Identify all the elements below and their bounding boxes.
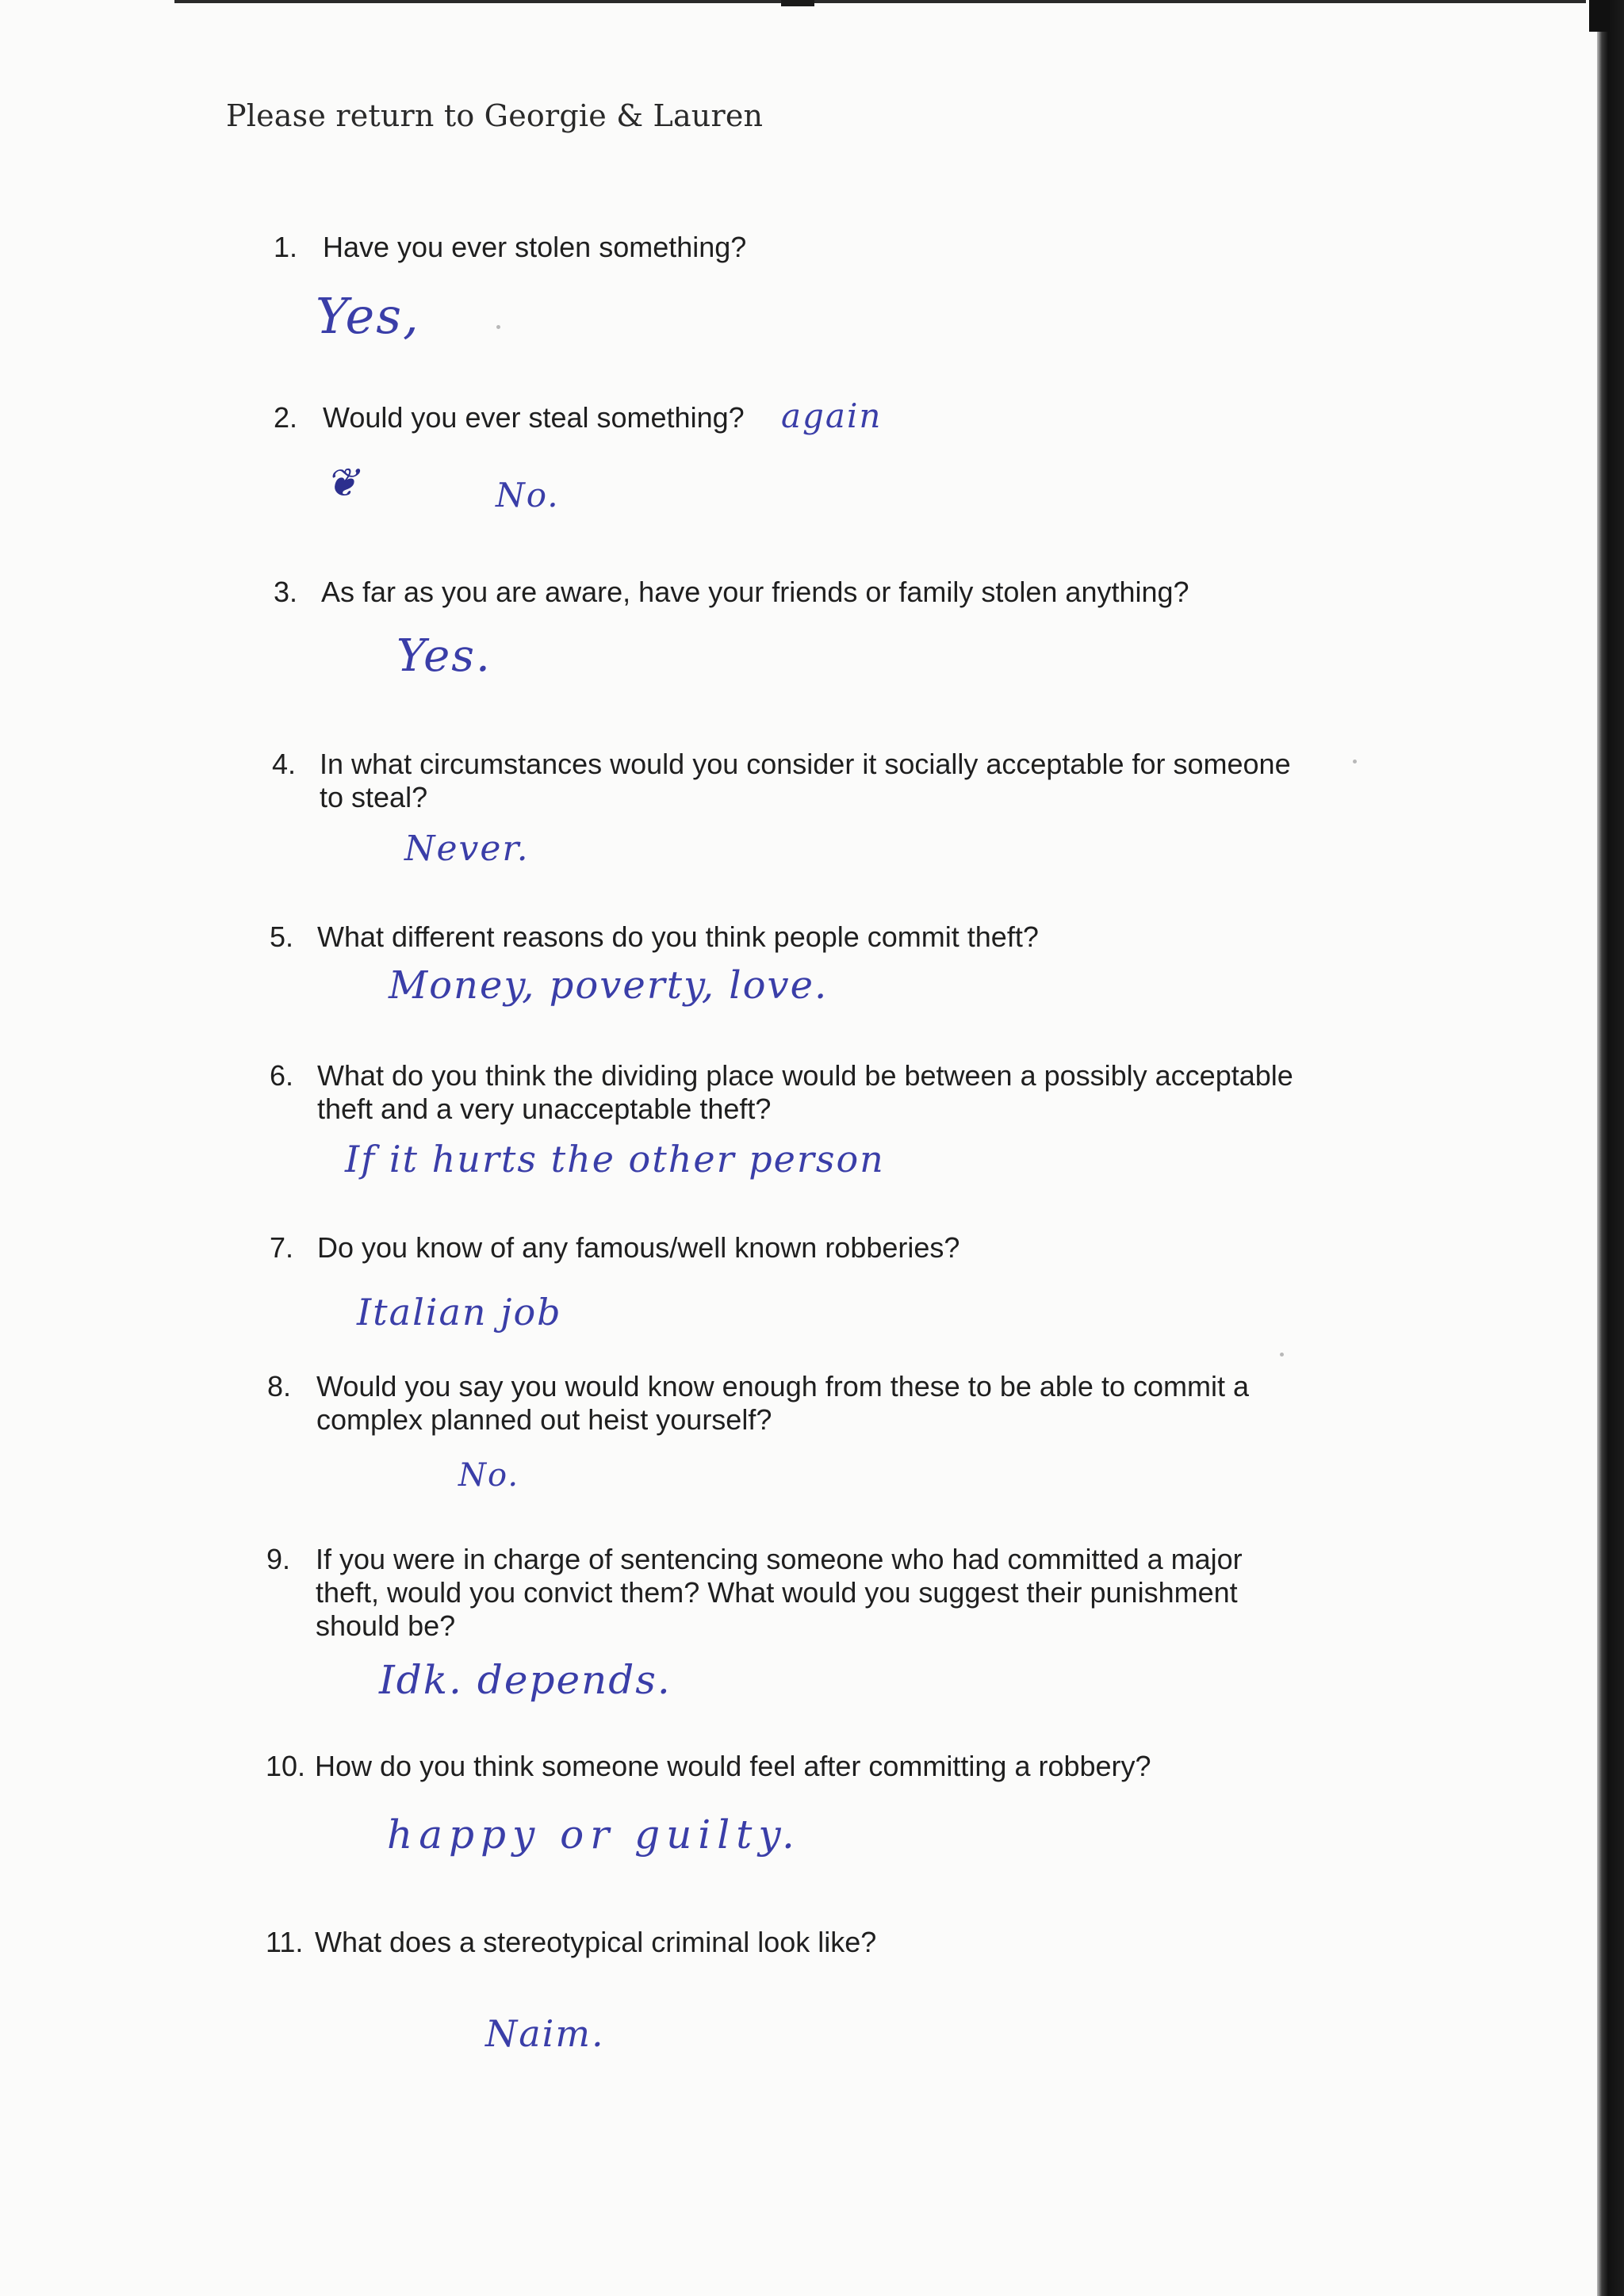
question-text: theft and a very unacceptable theft? xyxy=(317,1093,772,1125)
return-note: Please return to Georgie & Lauren xyxy=(226,98,764,133)
answer-1: Yes, xyxy=(316,287,420,345)
question-text: As far as you are aware, have your friends or family stolen anything? xyxy=(321,576,1189,608)
answer-10: happy or guilty. xyxy=(387,1812,801,1858)
question-text: If you were in charge of sentencing someone who had committed a major xyxy=(316,1543,1243,1575)
question-number: 4. xyxy=(272,748,297,780)
question-text: Have you ever stolen something? xyxy=(323,231,747,263)
answer-7: Italian job xyxy=(357,1291,562,1334)
question-text: Do you know of any famous/well known robberies? xyxy=(317,1231,960,1264)
question-number: 2. xyxy=(274,401,298,434)
question-number: 11. xyxy=(266,1926,304,1958)
scan-speck xyxy=(496,325,500,329)
scan-right-edge-shadow xyxy=(1597,0,1624,2296)
question-text: to steal? xyxy=(320,781,428,813)
question-text: How do you think someone would feel after committing a robbery? xyxy=(315,1750,1151,1782)
question-number: 9. xyxy=(266,1543,291,1575)
question-number: 10. xyxy=(266,1750,306,1782)
question-text: What does a stereotypical criminal look like? xyxy=(315,1926,877,1958)
question-text: theft, would you convict them? What would you suggest their punishment xyxy=(316,1576,1238,1609)
scan-speck xyxy=(1280,1353,1284,1357)
answer-9: Idk. depends. xyxy=(379,1657,672,1703)
question-number: 1. xyxy=(274,231,298,263)
question-number: 5. xyxy=(270,920,294,953)
scan-edge-tab xyxy=(1589,0,1610,32)
question-text: Would you say you would know enough from these to be able to commit a xyxy=(316,1370,1249,1402)
answer-11: Naim. xyxy=(485,2012,605,2055)
scan-speck xyxy=(1353,760,1357,763)
top-edge-line xyxy=(174,0,1586,3)
question-number: 7. xyxy=(270,1231,294,1264)
question-number: 3. xyxy=(274,576,298,608)
question-text: What different reasons do you think people commit theft? xyxy=(317,920,1039,953)
question-text: Would you ever steal something? xyxy=(323,401,745,434)
question-text: In what circumstances would you consider it socially acceptable for someone xyxy=(320,748,1291,780)
answer-4: Never. xyxy=(404,828,530,869)
question-text: complex planned out heist yourself? xyxy=(316,1403,772,1436)
question-text: should be? xyxy=(316,1609,456,1642)
question-number: 6. xyxy=(270,1059,294,1092)
answer-3: Yes. xyxy=(396,630,492,682)
answer-5: Money, poverty, love. xyxy=(389,963,829,1008)
answer-2-note: again xyxy=(781,396,883,435)
answer-2: No. xyxy=(496,476,560,515)
answer-6: If it hurts the other person xyxy=(345,1138,885,1181)
top-edge-mark xyxy=(781,0,814,6)
answer-8: No. xyxy=(458,1457,520,1494)
question-text: What do you think the dividing place would be between a possibly acceptable xyxy=(317,1059,1293,1092)
question-number: 8. xyxy=(267,1370,292,1402)
scribble-mark: ❦ xyxy=(325,460,360,506)
